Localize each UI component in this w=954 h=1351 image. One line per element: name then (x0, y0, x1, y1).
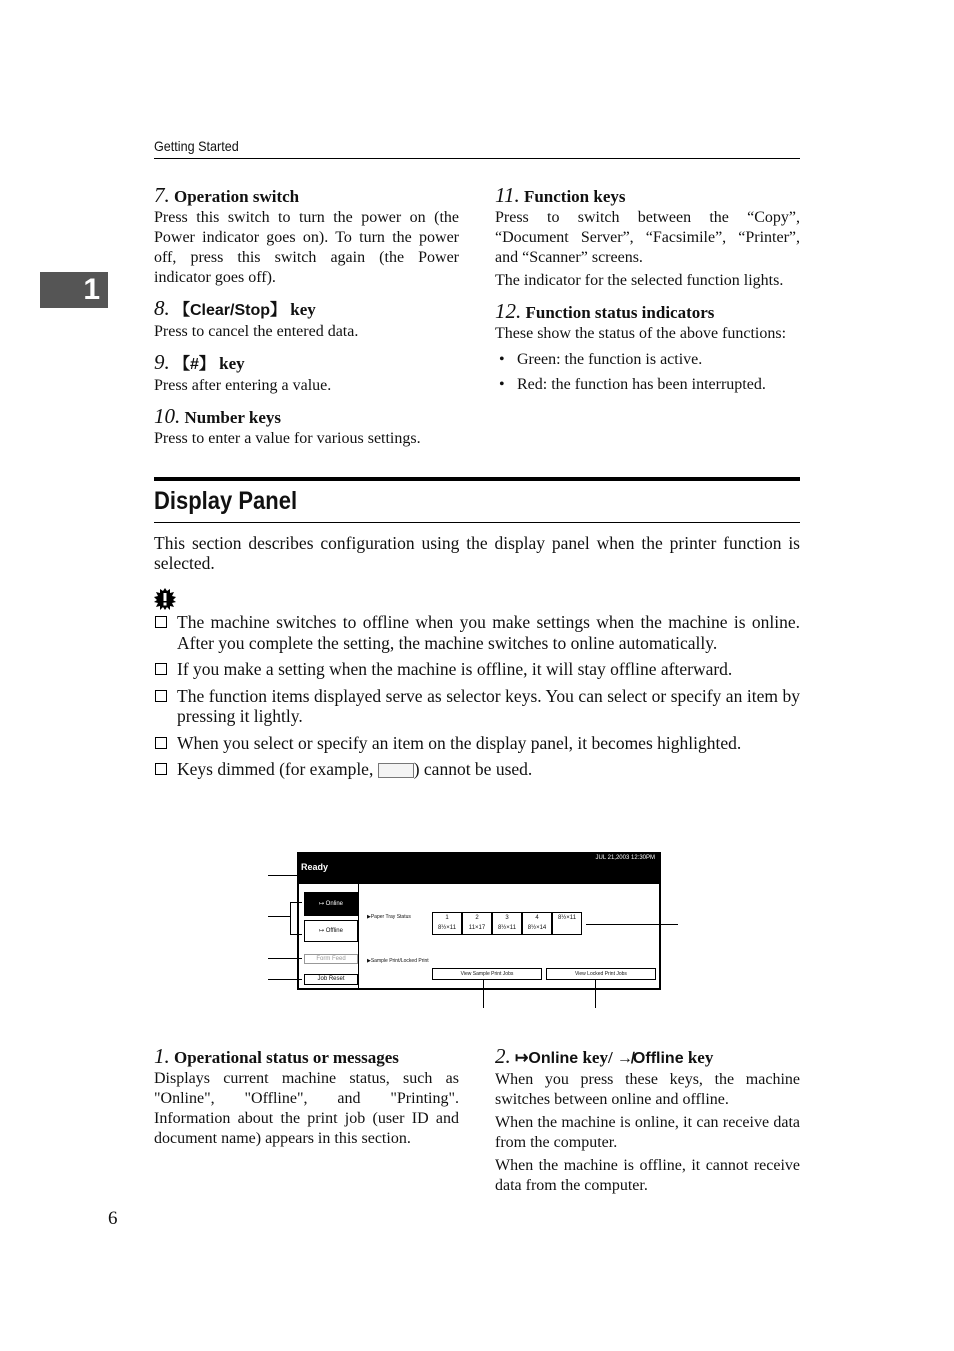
callout-line (586, 924, 678, 925)
item-7-heading: 7. Operation switch (154, 183, 300, 207)
list-item: • Red: the function has been interrupted. (495, 375, 800, 395)
item-11-heading: 11. Function keys (495, 183, 626, 207)
display-panel-figure (268, 852, 680, 1010)
important-list (154, 612, 800, 786)
item-10-heading: 10. Number keys (154, 404, 281, 428)
paper-tray-status-label: ▶Paper Tray Status (367, 914, 411, 920)
callout-bracket (290, 902, 302, 903)
desc-2-heading: 2. ↦Online key/ ↛Offline key (495, 1044, 714, 1068)
desc-2-text: When you press these keys, the machine switches between online and offline. (495, 1071, 800, 1108)
right-item-column (495, 185, 800, 400)
section-rule-thick (154, 477, 800, 481)
callout-line (268, 979, 302, 980)
section-intro: This section describes configuration using the display panel when the printer function is selected. (154, 533, 800, 573)
item-12-text: These show the status of the above functions: (495, 325, 787, 342)
list-item: • Green: the function is active. (495, 350, 800, 370)
running-header: Getting Started (154, 138, 239, 154)
page-number: 6 (108, 1208, 118, 1229)
tray-1: 1 8½×11 (432, 912, 462, 935)
checkbox-icon (155, 737, 167, 749)
view-locked-print-jobs-button[interactable]: View Locked Print Jobs (546, 968, 656, 980)
datetime-bar: JUL 21,2003 12:30PM (299, 854, 659, 862)
callout-bracket (290, 934, 302, 935)
desc-2-text-2: When the machine is online, it can receive data from the computer. (495, 1114, 800, 1151)
list-item: If you make a setting when the machine is offline, it will stay offline afterward. (154, 659, 800, 680)
offline-button[interactable]: ↦ Offline (304, 920, 358, 942)
job-reset-button[interactable]: Job Reset (304, 974, 358, 985)
list-item: Keys dimmed (for example, ) cannot be used. (154, 759, 800, 780)
callout-line (268, 958, 302, 959)
list-item: The machine switches to offline when you make settings when the machine is online. After you complete the setting, the machine switches to online automatically. (154, 612, 800, 653)
sample-locked-print-label: ▶Sample Print/Locked Print (367, 958, 429, 964)
callout-line (268, 875, 299, 876)
item-11-text-2: The indicator for the selected function lights. (495, 272, 784, 289)
tray-bypass: 8½×11 (552, 912, 582, 935)
view-sample-print-jobs-button[interactable]: View Sample Print Jobs (432, 968, 542, 980)
list-item: The function items displayed serve as selector keys. You can select or specify an item by pressing it lightly. (154, 686, 800, 727)
tray-4: 4 8½×14 (522, 912, 552, 935)
left-item-column (154, 185, 459, 449)
form-feed-button[interactable]: Form Feed (304, 954, 358, 964)
desc-2-text-3: When the machine is offline, it cannot receive data from the computer. (495, 1157, 800, 1194)
header-rule (154, 158, 800, 159)
tray-3: 3 8½×11 (492, 912, 522, 935)
bottom-left-column (154, 1046, 459, 1149)
display-screen (297, 852, 661, 990)
callout-bracket (290, 902, 291, 934)
item-8-heading: 8. 【Clear/Stop】 key (154, 296, 316, 320)
checkbox-icon (155, 763, 167, 775)
item-9-heading: 9. 【#】 key (154, 350, 245, 374)
callout-line (483, 980, 484, 1008)
status-message: Ready (299, 862, 659, 884)
desc-1-text: Displays current machine status, such as "Online", "Offline", and "Printing". Information about the print job (user ID and document name) appears in this section. (154, 1070, 459, 1147)
important-icon (154, 588, 176, 610)
tray-2: 2 11×17 (462, 912, 492, 935)
checkbox-icon (155, 663, 167, 675)
checkbox-icon (155, 690, 167, 702)
online-button[interactable]: ↦ Online (304, 892, 358, 916)
chapter-tab: 1 (40, 272, 108, 308)
section-rule-thin (154, 522, 800, 523)
item-7-text: Press this switch to turn the power on (the Power indicator goes on). To turn the power off, press this switch again (the Power indicator goes off). (154, 209, 459, 286)
bottom-right-column (495, 1046, 800, 1196)
section-title: Display Panel (154, 487, 298, 515)
callout-line (268, 916, 290, 917)
item-10-text: Press to enter a value for various settings. (154, 430, 421, 447)
desc-1-heading: 1. Operational status or messages (154, 1044, 399, 1068)
list-item: When you select or specify an item on the display panel, it becomes highlighted. (154, 733, 800, 754)
item-12-heading: 12. Function status indicators (495, 299, 715, 323)
dimmed-key-example (378, 763, 414, 778)
item-8-text: Press to cancel the entered data. (154, 323, 359, 340)
item-12-bullets (495, 350, 800, 395)
checkbox-icon (155, 616, 167, 628)
item-11-text: Press to switch between the “Copy”, “Document Server”, “Facsimile”, “Printer”, and “Scanner” screens. (495, 209, 800, 266)
callout-line (595, 980, 596, 1008)
item-9-text: Press after entering a value. (154, 377, 332, 394)
